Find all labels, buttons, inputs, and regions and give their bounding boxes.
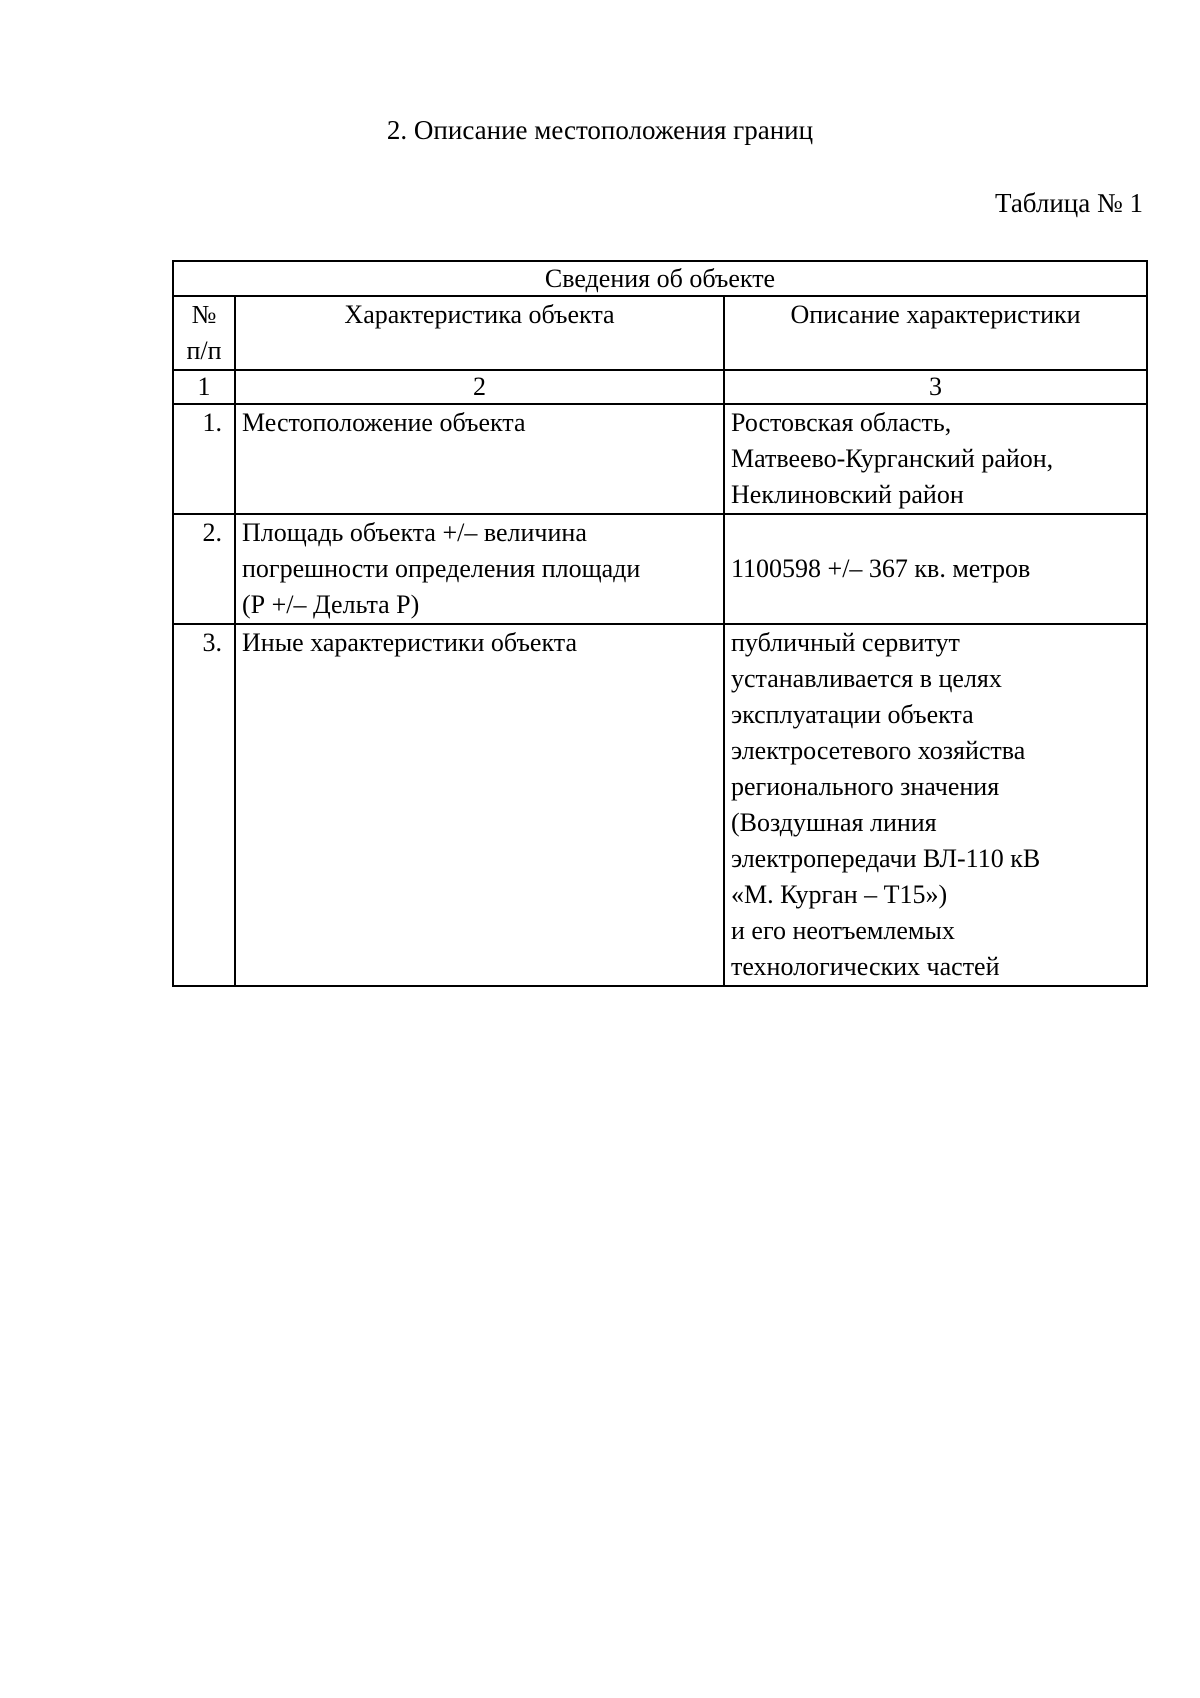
row-number: 1. [173,404,235,514]
row-characteristic: Площадь объекта +/– величина погрешности определения площади (Р +/– Дельта Р) [235,514,724,624]
column-numbers-row [173,370,1147,404]
table-row [173,514,1147,624]
column-number-2: 2 [235,370,724,404]
column-number-1: 1 [173,370,235,404]
table-row [173,624,1147,986]
row-description: Ростовская область, Матвеево-Курганский район, Неклиновский район [724,404,1147,514]
table-caption-row [173,261,1147,296]
table-header-row [173,296,1147,370]
object-info-table [172,260,1148,987]
table-caption: Сведения об объекте [173,261,1147,296]
column-number-3: 3 [724,370,1147,404]
table-label: Таблица № 1 [995,188,1143,218]
table-row [173,404,1147,514]
row-description: 1100598 +/– 367 кв. метров [724,514,1147,624]
row-characteristic: Местоположение объекта [235,404,724,514]
section-title: 2. Описание местоположения границ [386,115,814,145]
header-description: Описание характеристики [724,296,1147,370]
row-number: 3. [173,624,235,986]
header-number: № п/п [173,296,235,370]
header-characteristic: Характеристика объекта [235,296,724,370]
row-description: публичный сервитут устанавливается в целях эксплуатации объекта электросетевого хозяйства регионального значения (Воздушная линия электропередачи ВЛ-110 кВ «М. Курган – Т15») и его неотъемлемых технологических частей [724,624,1147,986]
row-characteristic: Иные характеристики объекта [235,624,724,986]
row-number: 2. [173,514,235,624]
